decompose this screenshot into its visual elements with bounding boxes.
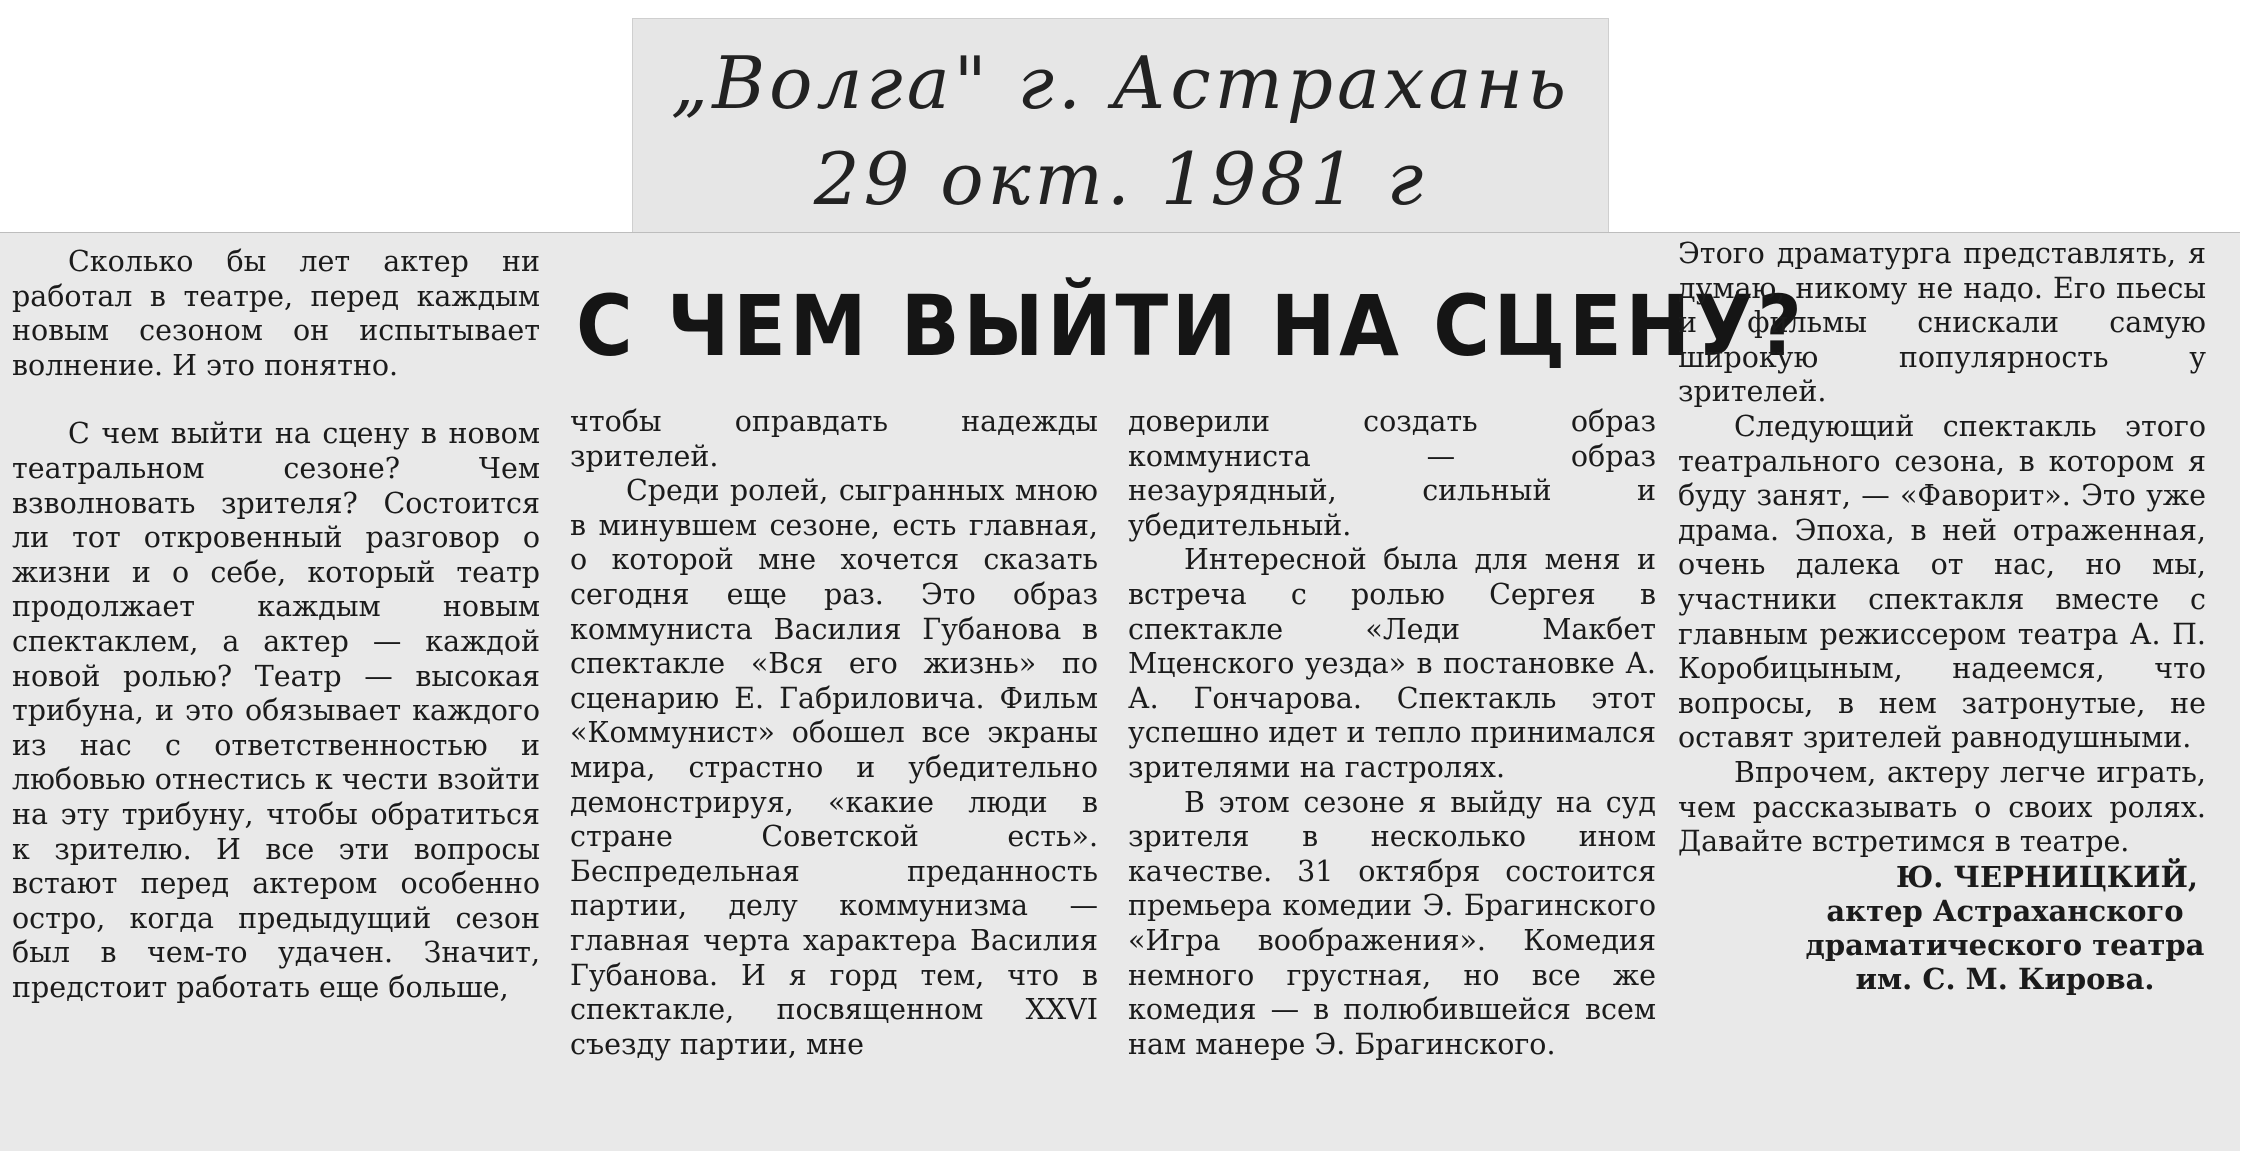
article-headline: С ЧЕМ ВЫЙТИ НА СЦЕНУ?	[576, 277, 1806, 375]
paragraph: Следующий спектакль этого театрального сезона, в котором я буду занят, — «Фаворит». Это уже драма. Эпоха, в ней отраженная, очень далека от нас, но мы, участники спектакля вместе с главным режиссером театра А. П. Коробицыным, надеемся, что вопросы, в нем затронутые, не оставят зрителей равнодушными.	[1678, 409, 2206, 755]
article-column-2	[570, 405, 1098, 1062]
article-column-1	[12, 245, 540, 1005]
handwritten-source-label	[632, 18, 1609, 236]
author-role-line: им. С. М. Кирова.	[1855, 961, 2155, 996]
author-signature: Ю. ЧЕРНИЦКИЙ,	[1895, 859, 2198, 894]
paragraph: доверили создать образ коммуниста — образ незаурядный, сильный и убедительный.	[1128, 405, 1656, 542]
paragraph: Среди ролей, сыгранных мною в минувшем сезоне, есть главная, о которой мне хочется сказать сегодня еще раз. Это образ коммуниста Василия Губанова в спектакле «Вся его жизнь» по сценарию Е. Габриловича. Фильм «Коммунист» обошел все экраны мира, страстно и убедительно демонстрируя, «какие люди в стране Советской есть». Беспредельная преданность партии, делу коммунизма — главная черта характера Василия Губанова. И я горд тем, что в спектакле, посвященном XXVI съезду партии, мне	[570, 474, 1098, 1061]
author-role-line: актер Астраханского	[1826, 893, 2184, 928]
handwritten-date: 29 окт. 1981 г	[813, 137, 1428, 221]
newspaper-clipping	[0, 232, 2240, 1151]
paragraph: Этого драматурга представлять, я думаю, никому не надо. Его пьесы и фильмы снискали самую широкую популярность у зрителей.	[1678, 237, 2206, 409]
article-column-3	[1128, 405, 1656, 1062]
author-role-line: драматического театра	[1805, 927, 2205, 962]
paragraph: Интересной была для меня и встреча с ролью Сергея в спектакле «Леди Макбет Мценского уезда» в постановке А. А. Гончарова. Спектакль этот успешно идет и тепло принимался зрителями на гастролях.	[1128, 543, 1656, 784]
handwritten-newspaper-city: „Волга" г. Астрахань	[670, 41, 1571, 125]
paragraph: Сколько бы лет актер ни работал в театре, перед каждым новым сезоном он испытывает волнение. И это понятно.	[12, 245, 540, 382]
paragraph: Впрочем, актеру легче играть, чем рассказывать о своих ролях. Давайте встретимся в театре.	[1678, 755, 2206, 859]
article-column-4	[1678, 237, 2206, 996]
paragraph: чтобы оправдать надежды зрителей.	[570, 405, 1098, 473]
paragraph: С чем выйти на сцену в новом театральном сезоне? Чем взволновать зрителя? Состоится ли тот откровенный разговор о жизни и о себе, который театр продолжает каждым новым спектаклем, а актер — каждой новой ролью? Театр — высокая трибуна, и это обязывает каждого из нас с ответственностью и любовью отнестись к чести взойти на эту трибуну, чтобы обратиться к зрителю. И все эти вопросы встают перед актером особенно остро, когда предыдущий сезон был в чем-то удачен. Значит, предстоит работать еще больше,	[12, 417, 540, 1004]
paragraph: В этом сезоне я выйду на суд зрителя в несколько ином качестве. 31 октября состоится премьера комедии Э. Брагинского «Игра воображения». Комедия немного грустная, но все же комедия — в полюбившейся всем нам манере Э. Брагинского.	[1128, 785, 1656, 1061]
